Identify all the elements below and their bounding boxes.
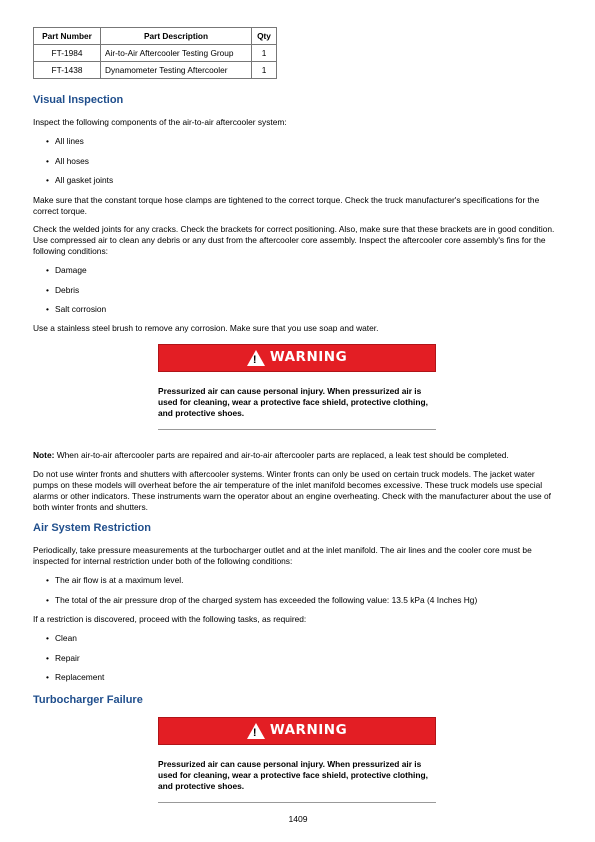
table-row [34,62,277,79]
warning-triangle-icon: ! [247,723,265,739]
warning-banner [158,717,436,745]
warning-text: Pressurized air can cause personal injury. When pressurized air is used for cleaning, wear a protective face shield, protective clothing, and protective shoes. [158,386,428,418]
column-header-part-number: Part Number [34,28,101,45]
warning-block [158,344,436,430]
list-item: • Replacement [33,672,104,692]
warning-label: WARNING [269,722,348,739]
table-row [34,45,277,62]
warning-label: WARNING [269,349,348,366]
warning-divider [158,802,436,803]
part-number-cell: FT-1438 [34,62,101,79]
restriction-conditions-list [33,575,477,614]
warning-divider [158,429,436,430]
warning-text: Pressurized air can cause personal injury. When pressurized air is used for cleaning, wear a protective face shield, protective clothing, and protective shoes. [158,759,428,791]
heading-air-system-restriction: Air System Restriction [33,522,151,534]
column-header-part-description: Part Description [101,28,252,45]
inspect-intro: Inspect the following components of the air-to-air aftercooler system: [33,117,287,127]
list-item: • Damage [33,265,106,285]
restriction-intro: Periodically, take pressure measurements at the turbocharger outlet and at the inlet manifold. The air lines and the cooler core must be inspected for internal restriction under both of the following conditions: [33,545,532,566]
welds-paragraph: Check the welded joints for any cracks. Check the brackets for correct positioning. Also, make sure that these brackets are in good condition. Use compressed air to clean any debris or any dust from the aftercooler core assembly. Inspect the aftercooler core assembly's fins for the following conditions: [33,224,555,256]
note-label: Note: [33,450,55,460]
warning-triangle-icon: ! [247,350,265,366]
part-description-cell: Air-to-Air Aftercooler Testing Group [101,45,252,62]
list-item: • Salt corrosion [33,304,106,324]
components-list [33,136,113,195]
conditions-list [33,265,106,324]
note-paragraph [33,450,561,461]
list-item: • The total of the air pressure drop of the charged system has exceeded the following value: 13.5 kPa (4 Inches Hg) [33,595,477,615]
heading-visual-inspection: Visual Inspection [33,94,124,106]
winter-fronts-paragraph: Do not use winter fronts and shutters with aftercooler systems. Winter fronts can only be used on certain truck models. The jacket water pumps on these models will overheat before the air temperature of the inlet manifold becomes excessive. These truck models use special alarms or other indicators. These instruments warn the operator about an engine overheating. Check with the manufacturer about the use of both winter fronts and shutters. [33,469,551,512]
part-description-cell: Dynamometer Testing Aftercooler [101,62,252,79]
list-item: • All gasket joints [33,175,113,195]
warning-banner [158,344,436,372]
column-header-qty: Qty [252,28,277,45]
brush-paragraph: Use a stainless steel brush to remove any corrosion. Make sure that you use soap and water. [33,323,379,333]
part-number-cell: FT-1984 [34,45,101,62]
page-number: 1409 [288,814,308,824]
note-text: When air-to-air aftercooler parts are repaired and air-to-air aftercooler parts are replaced, a leak test should be completed. [54,450,509,460]
list-item: • Debris [33,285,106,305]
list-item: • All lines [33,136,113,156]
heading-turbocharger-failure: Turbocharger Failure [33,694,143,706]
clamps-paragraph: Make sure that the constant torque hose clamps are tightened to the correct torque. Check the truck manufacturer's specifications for the correct torque. [33,195,540,216]
parts-table [33,27,277,79]
list-item: • The air flow is at a maximum level. [33,575,477,595]
list-item: • Clean [33,633,104,653]
table-header-row [34,28,277,45]
list-item: • Repair [33,653,104,673]
qty-cell: 1 [252,45,277,62]
tasks-list [33,633,104,692]
tasks-intro: If a restriction is discovered, proceed with the following tasks, as required: [33,614,307,624]
list-item: • All hoses [33,156,113,176]
qty-cell: 1 [252,62,277,79]
warning-block [158,717,436,803]
